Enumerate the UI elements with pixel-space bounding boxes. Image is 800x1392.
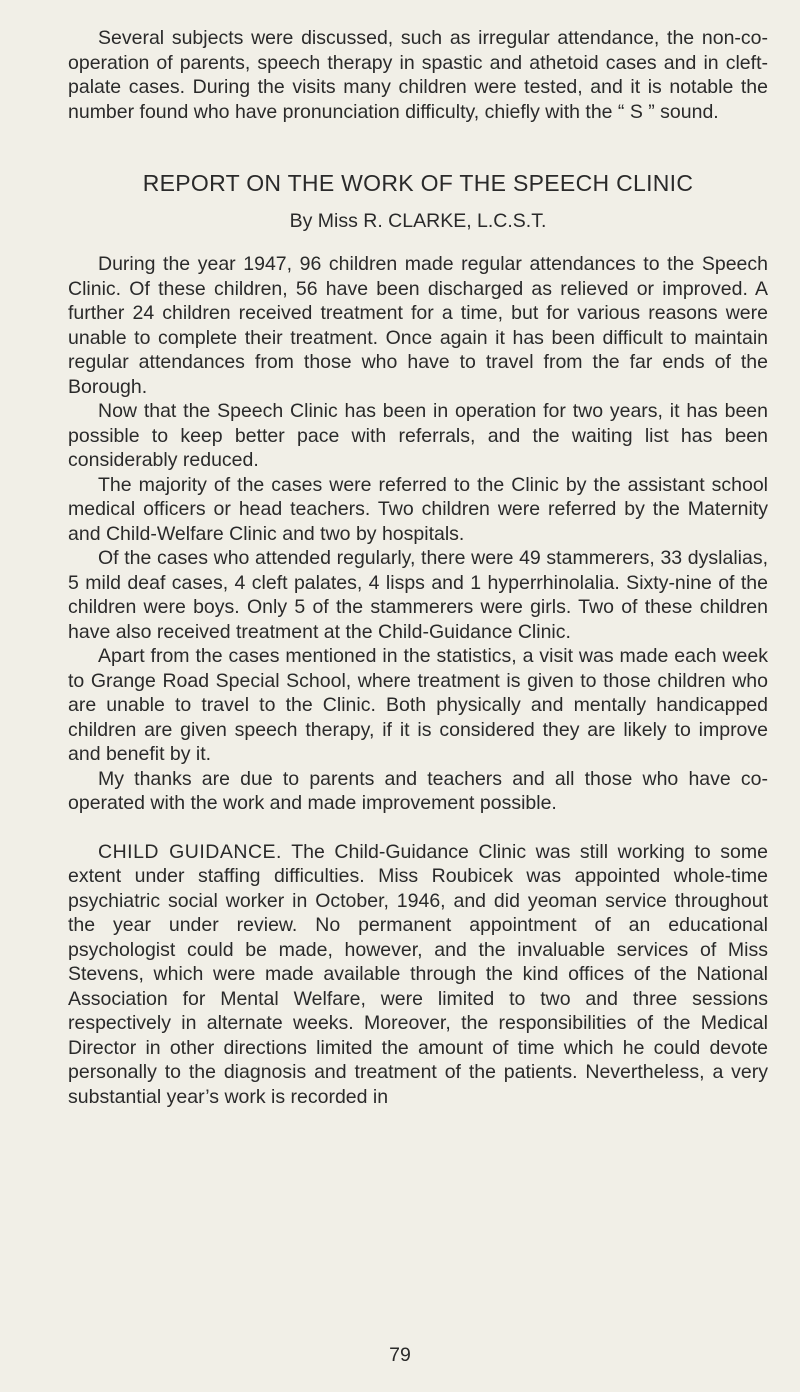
child-guidance-paragraph — [68, 840, 768, 1110]
child-guidance-heading: CHILD GUIDANCE. — [98, 840, 282, 863]
intro-paragraph: Several subjects were discussed, such as irregular attendance, the non-co-operation of parents, speech therapy in spastic and athetoid cases and in cleft-palate cases. During the visits many children were tested, and it is notable the number found who have pronunciation difficulty, chiefly with the “ S ” sound. — [68, 27, 768, 123]
child-guidance-text: The Child-Guidance Clinic was still working to some extent under staffing difficulties. Miss Roubicek was appointed whole-time psychiatric social worker in October, 1946, and did yeoman service throughout the year under review. No permanent appointment of an educational psychologist could be made, however, and the invaluable services of Miss Stevens, which were made available through the kind offices of the National Association for Mental Welfare, were limited to two and three sessions respectively in alternate weeks. Moreover, the responsibilities of the Medical Director in other directions limited the amount of time which he could devote personally to the diagnosis and treatment of the patients. Nevertheless, a very substantial year’s work is recorded in — [68, 840, 768, 1108]
report-byline: By Miss R. CLARKE, L.C.S.T. — [289, 210, 547, 232]
report-paragraph: Now that the Speech Clinic has been in operation for two years, it has been possible to keep better pace with referrals, and the waiting list has been considerably reduced. — [68, 400, 768, 471]
report-paragraph: During the year 1947, 96 children made regular attendances to the Speech Clinic. Of these children, 56 have been discharged as relieved or improved. A further 24 children received treatment for a time, but for various reasons were unable to complete their treatment. Once again it has been difficult to maintain regular attendances from those who have to travel from the far ends of the Borough. — [68, 253, 768, 398]
page-number: 79 — [389, 1344, 411, 1366]
report-paragraph: My thanks are due to parents and teachers and all those who have co-operated with the work and made improvement possible. — [68, 767, 768, 814]
report-title: REPORT ON THE WORK OF THE SPEECH CLINIC — [142, 170, 694, 196]
report-paragraph: Of the cases who attended regularly, there were 49 stammerers, 33 dyslalias, 5 mild deaf cases, 4 cleft palates, 4 lisps and 1 hyperrhinolalia. Sixty-nine of the children were boys. Only 5 of the stammerers were girls. Two of these children have also received treatment at the Child-Guidance Clinic. — [68, 547, 768, 643]
report-paragraph: Apart from the cases mentioned in the statistics, a visit was made each week to Grange Road Special School, where treatment is given to those children who are unable to travel to the Clinic. Both physically and mentally handicapped children are given speech therapy, if it is considered they are likely to improve and benefit by it. — [68, 645, 768, 765]
document-page — [68, 26, 768, 1109]
report-paragraph: The majority of the cases were referred to the Clinic by the assistant school medical officers or head teachers. Two children were referred by the Maternity and Child-Welfare Clinic and two by hospitals. — [68, 473, 768, 545]
